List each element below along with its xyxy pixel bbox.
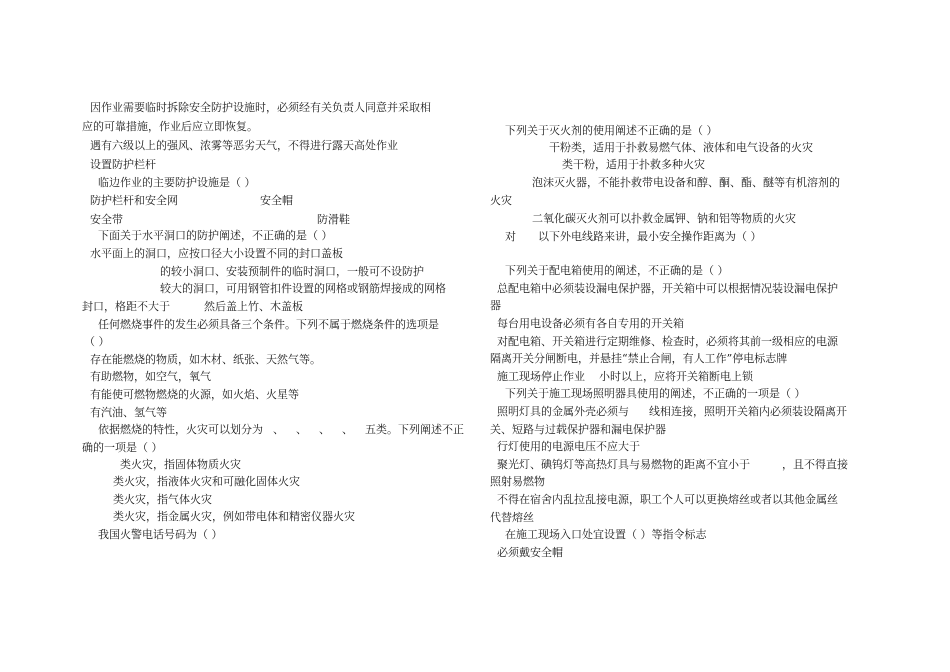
text-line: 行灯使用的电源电压不应大于: [497, 440, 640, 453]
text-line: 类火灾，指金属火灾，例如带电体和精密仪器火灾: [113, 510, 355, 523]
text-line: 依据燃烧的特性，火灾可以划分为 、 、 、 、 五类。下列阐述不正: [98, 423, 464, 436]
text-line: 任何燃烧事件的发生必须具备三个条件。下列不属于燃烧条件的选项是: [98, 318, 439, 331]
text-line: 下列关于配电箱使用的阐述，不正确的是（ ）: [505, 264, 729, 277]
text-line: 类火灾，指固体物质火灾: [120, 458, 241, 471]
text-line: 类火灾，指液体火灾和可融化固体火灾: [113, 475, 300, 488]
text-line: 二氧化碳灭火剂可以扑救金属钾、钠和铝等物质的火灾: [532, 212, 796, 225]
text-line: 隔离开关分闸断电，并悬挂“禁止合闸，有人工作”停电标志牌: [490, 352, 788, 365]
text-line: 关、短路与过载保护器和漏电保护器: [490, 423, 666, 436]
text-line: 有助燃物，如空气，氧气: [90, 370, 211, 383]
text-line: 的较小洞口、安装预制件的临时洞口，一般可不设防护: [160, 265, 424, 278]
text-line: 在施工现场入口处宜设置（ ）等指令标志: [505, 528, 707, 541]
text-line: 必须戴安全帽: [497, 546, 563, 559]
text-line: 照射易燃物: [490, 475, 545, 488]
text-line: 代替熔丝: [490, 511, 534, 524]
text-line: 不得在宿舍内乱拉乱接电源，职工个人可以更换熔丝或者以其他金属丝: [497, 493, 838, 506]
text-line: 封口，格距不大于 然后盖上竹、木盖板: [82, 300, 303, 313]
text-line: 照明灯具的金属外壳必须与 线相连接，照明开关箱内必须装设隔离开: [497, 405, 847, 418]
text-line: 确的一项是（ ）: [82, 441, 163, 454]
text-line: 应的可靠措施，作业后应立即恢复。: [82, 120, 258, 133]
text-line: 存在能燃烧的物质，如木材、纸张、天然气等。: [90, 353, 321, 366]
text-line: 类火灾，指气体火灾: [113, 493, 212, 506]
text-line: 设置防护栏杆: [90, 158, 156, 171]
text-line: 聚光灯、碘钨灯等高热灯具与易燃物的距离不宜小于 ，且不得直接: [497, 458, 848, 471]
text-line: 对 以下外电线路来讲，最小安全操作距离为（ ）: [505, 230, 762, 243]
text-line: 干粉类，适用于扑救易燃气体、液体和电气设备的火灾: [549, 141, 813, 154]
text-line: 下列关于施工现场照明器具使用的阐述，不正确的一项是（ ）: [505, 387, 806, 400]
text-line: 遇有六级以上的强风、浓雾等恶劣天气，不得进行露天高处作业: [90, 139, 398, 152]
text-line: 下面关于水平洞口的防护阐述，不正确的是（ ）: [98, 229, 333, 242]
text-line: 施工现场停止作业 小时以上，应将开关箱断电上锁: [497, 370, 753, 383]
text-line: 安全带 防滑鞋: [90, 213, 350, 226]
text-line: 有能使可燃物燃烧的火源，如火焰、火星等: [90, 388, 299, 401]
text-line: 临边作业的主要防护设施是（ ）: [98, 176, 256, 189]
text-line: 器: [490, 299, 501, 312]
text-line: （ ）: [84, 335, 110, 348]
text-line: 水平面上的洞口，应按口径大小设置不同的封口盖板: [90, 247, 343, 260]
text-line: 较大的洞口，可用钢管扣件设置的网格或钢筋焊接成的网格: [160, 282, 446, 295]
text-line: 总配电箱中必须装设漏电保护器，开关箱中可以根据情况装设漏电保护: [497, 282, 838, 295]
text-line: 有汽油、氢气等: [90, 406, 167, 419]
text-line: 我国火警电话号码为（ ）: [98, 528, 223, 541]
text-line: 因作业需要临时拆除安全防护设施时，必须经有关负责人同意并采取相: [90, 101, 431, 114]
text-line: 类干粉，适用于扑救多种火灾: [562, 158, 705, 171]
text-line: 火灾: [490, 194, 512, 207]
text-line: 下列关于灭火剂的使用阐述不正确的是（ ）: [505, 124, 718, 137]
text-line: 防护栏杆和安全网 安全帽: [90, 194, 293, 207]
text-line: 对配电箱、开关箱进行定期维修、检查时，必须将其前一级相应的电源: [497, 335, 838, 348]
text-line: 每台用电设备必须有各自专用的开关箱: [497, 317, 684, 330]
text-line: 泡沫灭火器，不能扑救带电设备和醇、酮、酯、醚等有机溶剂的: [532, 176, 840, 189]
